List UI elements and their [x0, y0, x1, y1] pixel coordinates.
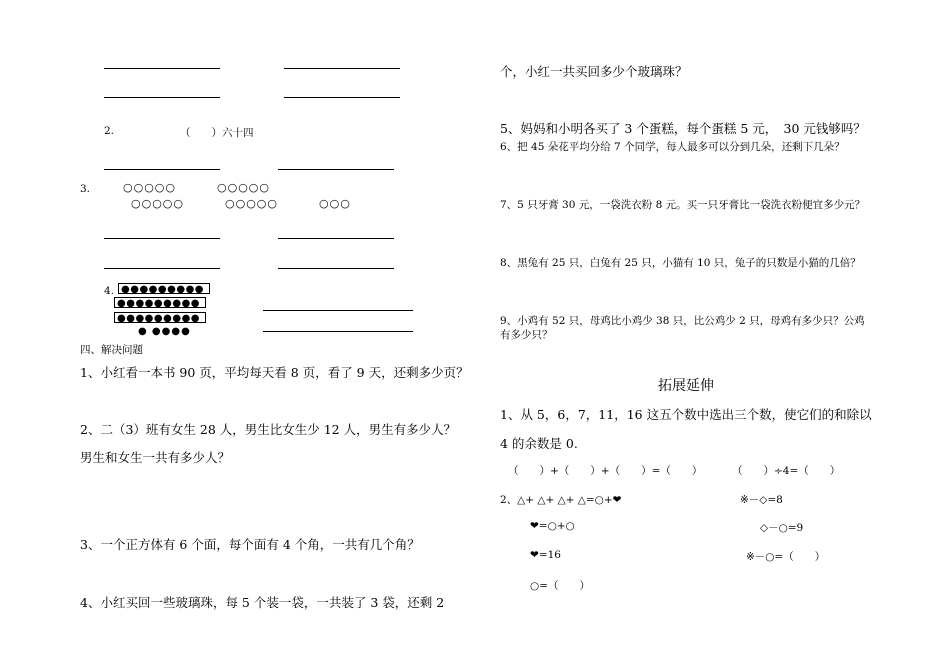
extension-1-equation-1: （ ）+（ ）+（ ）=（ ）: [508, 465, 703, 477]
problem-4-line2: 个，小红一共买回多少个玻璃珠？: [500, 64, 688, 79]
q2-blank: （ ）六十四: [180, 127, 254, 139]
problem-1: 1、小红看一本书 90 页，平均每天看 8 页，看了 9 天，还剩多少页？: [80, 365, 469, 380]
q3-circles-row2-b: ○○○○○: [225, 197, 278, 210]
answer-line: [284, 68, 400, 69]
extension-2-line1: 2、△+ △+ △+ △=○+❤: [500, 494, 622, 506]
extension-1-line2: 4 的余数是 0.: [500, 436, 578, 451]
problem-8: 8、黑兔有 25 只，白兔有 25 只，小猫有 10 只，兔子的只数是小猫的几倍？: [500, 257, 861, 269]
q4-label: 4.: [104, 285, 115, 297]
q3-circles-row1-a: ○○○○○: [123, 181, 176, 194]
extension-1-equation-2: （ ）÷4=（ ）: [732, 465, 841, 477]
answer-line: [278, 268, 394, 269]
q4-dots-row2: ●●●●●●●●●: [114, 297, 206, 308]
answer-line: [263, 331, 413, 332]
problem-4-line1: 4、小红买回一些玻璃珠，每 5 个装一袋，一共装了 3 袋，还剩 2: [80, 595, 445, 610]
q3-circles-row1-b: ○○○○○: [217, 181, 270, 194]
q4-dots-row4: ● ●●●●: [138, 326, 191, 337]
q4-dots-row3: ●●●●●●●●●: [114, 312, 206, 323]
answer-line: [278, 169, 394, 170]
extension-2-left2: ❤=○+○: [530, 520, 575, 532]
extension-2-right2: ◇－○=9: [760, 522, 804, 534]
q2-label: 2.: [104, 125, 115, 137]
q3-circles-row2-a: ○○○○○: [131, 197, 184, 210]
extension-title: 拓展延伸: [658, 378, 714, 394]
extension-1-line1: 1、从 5，6，7，11，16 这五个数中选出三个数，使它们的和除以: [500, 407, 872, 422]
problem-6: 6、把 45 朵花平均分给 7 个同学，每人最多可以分到几朵，还剩下几朵？: [500, 141, 845, 153]
answer-line: [104, 68, 220, 69]
section-title: 四、解决问题: [80, 344, 143, 356]
problem-2-line2: 男生和女生一共有多少人？: [80, 450, 231, 465]
problem-7: 7、5 只牙膏 30 元，一袋洗衣粉 8 元。买一只牙膏比一袋洗衣粉便宜多少元？: [500, 199, 866, 211]
answer-line: [284, 97, 400, 98]
answer-line: [278, 238, 394, 239]
problem-5: 5、妈妈和小明各买了 3 个蛋糕，每个蛋糕 5 元， 30 元钱够吗？: [500, 121, 866, 136]
answer-line: [104, 169, 220, 170]
extension-2-left3: ❤=16: [530, 549, 561, 561]
q4-dots-row1: ●●●●●●●●●: [118, 283, 210, 294]
q3-circles-row2-c: ○○○: [319, 197, 351, 210]
answer-line: [263, 310, 413, 311]
answer-line: [104, 97, 220, 98]
extension-2-left4: ○=（ ）: [530, 580, 590, 592]
answer-line: [104, 238, 220, 239]
extension-2-right1: ※－◇=8: [740, 494, 783, 506]
extension-2-right3: ※－○=（ ）: [746, 551, 826, 563]
problem-9-line1: 9、小鸡有 52 只，母鸡比小鸡少 38 只，比公鸡少 2 只，母鸡有多少只？公鸡: [500, 315, 865, 327]
q3-label: 3.: [80, 183, 91, 195]
answer-line: [104, 268, 220, 269]
problem-3: 3、一个正方体有 6 个面，每个面有 4 个角，一共有几个角？: [80, 537, 420, 552]
problem-2-line1: 2、二（3）班有女生 28 人，男生比女生少 12 人，男生有多少人？: [80, 422, 457, 437]
problem-9-line2: 有多少只？: [500, 329, 553, 341]
